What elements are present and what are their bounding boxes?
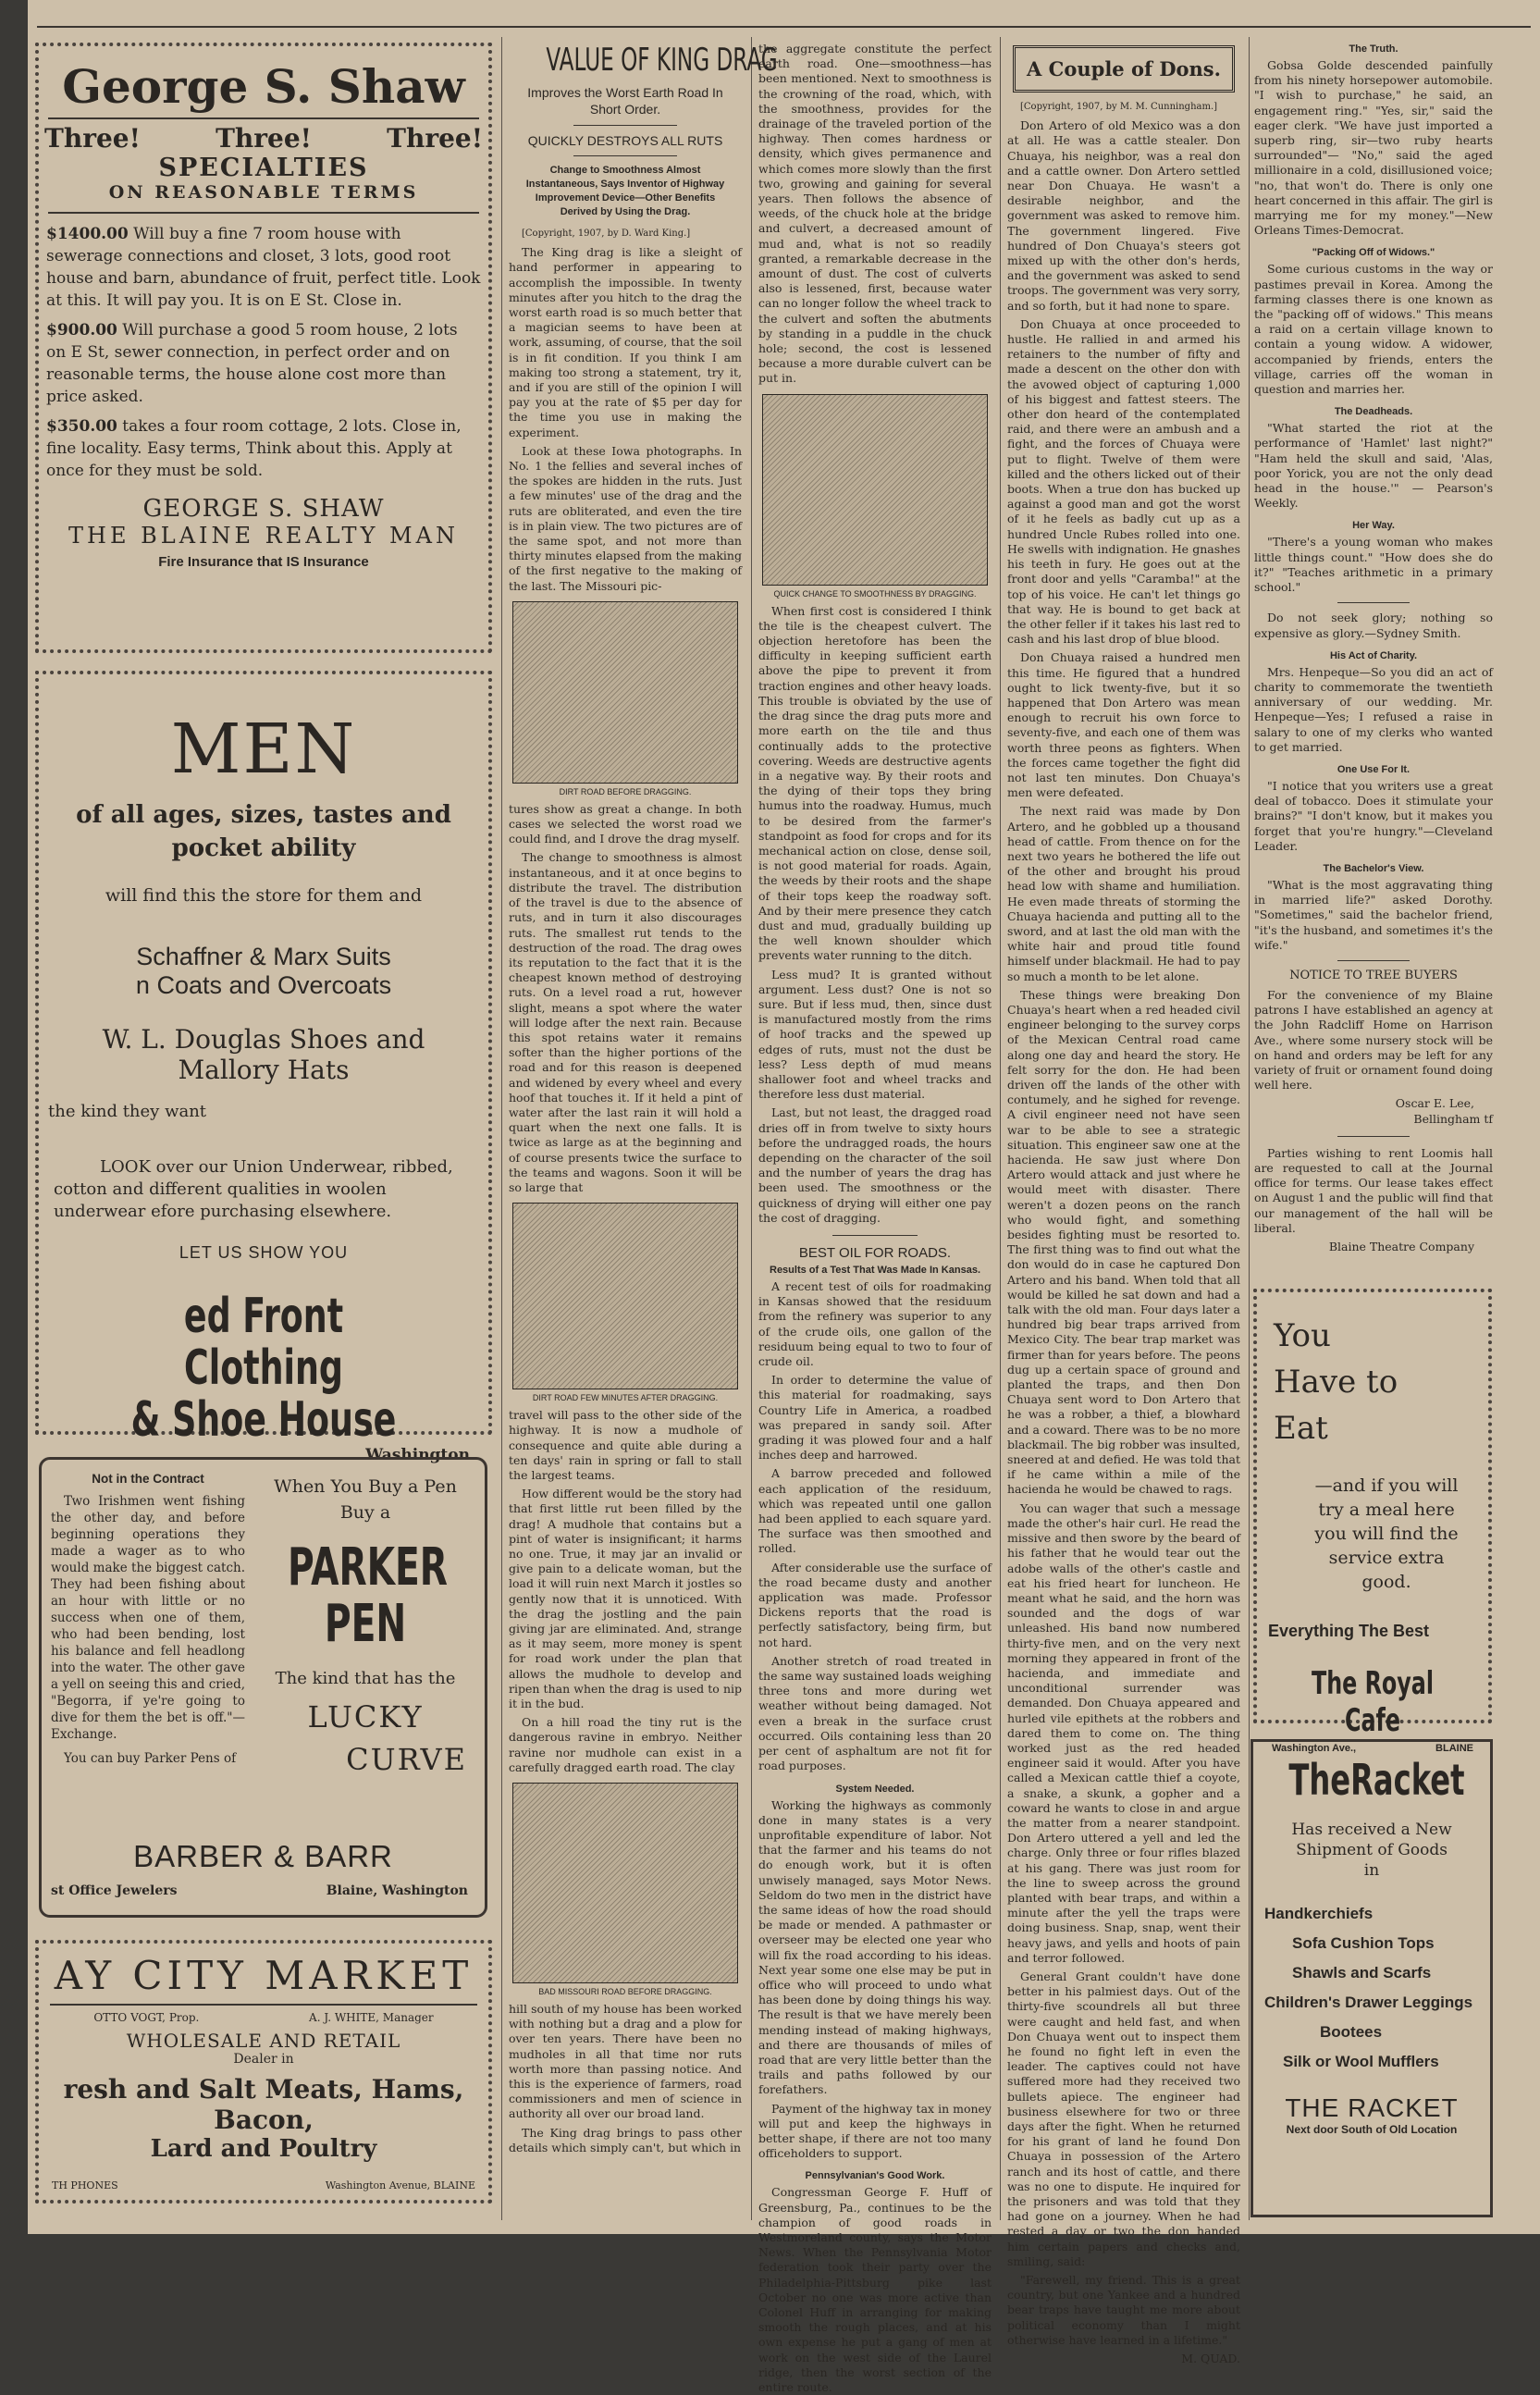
paragraph: Don Artero of old Mexico was a don at all. He was a cattle stealer. Don Chuaya, his neighbor, was a real don and a cattle owner. Don Artero settled near Don Chuaya. He wasn't a desirable neighbor, and the government was asked to remove him. The government lingered. Five hundred of Don Chuaya's steers got mixed up with the other don's herds, and the government was asked to send troops. The government was very sorry, and so forth, but it had none to spare. bbox=[1007, 118, 1240, 313]
men-show: LET US SHOW YOU bbox=[179, 1243, 349, 1262]
cafe-town: BLAINE bbox=[1435, 1743, 1473, 1754]
men-ad bbox=[35, 671, 492, 1464]
photo-caption: QUICK CHANGE TO SMOOTHNESS BY DRAGGING. bbox=[773, 588, 977, 599]
short-items bbox=[1254, 42, 1493, 1281]
paragraph: You can wager that such a message made the other's hair curl. He read the missive and then swore by the beard of his father that he would tear out the adobe walls of the other's castle and eat his fried heart for luncheon. He meant what he said, and the horn was sounded and the dogs of war unleashed. His band now numbered thirty-five men, and on the very next morning they appeared in front of the hacienda, and immediate and unconditional surrender was demanded. Don Chuaya appeared and hurled vile epithets at the robbers and dared them to come on. The thing worked just as the red headed engineer said it would. After you have called a Mexican cattle thief a coyote, a snake, a skunk, a gopher and a coward he wants to close in and argue the matter from a nearer standpoint. Don Artero uttered a yell and led the charge. Only three or four rifles blazed at his gang. There was just room for the line to sweep across the ground planted with bear traps, and within a minute after the yell the traps were doing business. Snap, snap, went their heavy jaws, and yells and hoots of pain and terror followed. bbox=[1007, 1500, 1240, 1965]
listing-text: takes a four room cottage, 2 lots. Close in, fine locality. Easy terms, Think about this. Apply at once for they must be sold. bbox=[46, 417, 462, 480]
men-want: the kind they want bbox=[48, 1102, 207, 1121]
racket-item: Sofa Cushion Tops bbox=[1292, 1934, 1435, 1952]
paragraph: A barrow preceded and followed each application of the residuum, which was repeated until one gallon had been applied to each square yard. The surface was then smoothed and rolled. bbox=[758, 1466, 992, 1556]
paragraph: Look at these Iowa photographs. In No. 1 the fellies and several inches of the spokes are hidden in the ruts. Just a few minutes' use of the drag and the ruts are obliterated, and even the tire is in plain view. The two pictures are of the same spot, and not more than thirty minutes elapsed from the making of the first negative to the making of the last. The Missouri pic- bbox=[509, 443, 742, 593]
men-store1: ed Front Clothing bbox=[183, 1289, 344, 1396]
listing bbox=[46, 415, 481, 482]
paragraph: The King drag is like a sleight of hand performer in appearing to accomplish the impossible. In twenty minutes after you hitch to the drag the worst earth road is so much better that a magician seems to have been at work, assuming, of course, that the soil is in fit condition. If you think I am making too strong a statement, try it, and if you are still of the opinion I will pay you at the rate of $5 per day for the time you use in making the experiment. bbox=[509, 245, 742, 439]
notice-title: NOTICE TO TREE BUYERS bbox=[1289, 968, 1458, 982]
parker-curve: CURVE bbox=[346, 1742, 467, 1777]
three-3: Three! bbox=[387, 123, 483, 154]
racket-item: Shawls and Scarfs bbox=[1292, 1964, 1432, 1981]
market-title: AY CITY MARKET bbox=[54, 1953, 474, 1998]
paragraph: tures show as great a change. In both cases we selected the worst road we could find, and I drove the drag myself. bbox=[509, 801, 742, 846]
parker-brand1: PARKER bbox=[288, 1537, 448, 1598]
paragraph: "What started the riot at the performance of 'Hamlet' last night?" "Ham held the skull and said, 'Alas, poor Yorick, you are not the only dead head in the house.'" — Pearson's Weekly. bbox=[1254, 421, 1493, 511]
paragraph: "Farewell, my friend. This is a great country, but one Yankee and a hundred bear traps have taught me more about political economy than I might otherwise have learned in a lifetime." bbox=[1007, 2273, 1240, 2347]
men-title: MEN bbox=[170, 710, 357, 789]
dons-story bbox=[1007, 42, 1240, 2366]
road-photo-2 bbox=[512, 1203, 738, 1389]
men-store2: & Shoe House bbox=[130, 1392, 397, 1448]
paragraph: The next raid was made by Don Artero, and he gobbled up a thousand head of cattle. From thence on for the next two years he bothered the life out of the other and brought his proud head low with shame and humiliation. He even made threats of storming the Chuaya hacienda and putting all to the sword, and at last the old man with the white hair and proud title found himself under blackmail. He had to pay so much a month to be let alone. bbox=[1007, 804, 1240, 983]
listing-price: $350.00 bbox=[46, 417, 117, 436]
men-sub: of all ages, sizes, tastes and pocket ability bbox=[76, 801, 451, 862]
parker-block bbox=[254, 1476, 476, 1777]
royal-cafe-ad bbox=[1253, 1289, 1492, 1754]
kingdrag-sub2: QUICKLY DESTROYS ALL RUTS bbox=[527, 133, 723, 148]
listing-price: $900.00 bbox=[46, 321, 117, 339]
cafe-text: —and if you will try a meal here you will find the service extra good. bbox=[1314, 1475, 1459, 1592]
notice-sign1: Oscar E. Lee, bbox=[1395, 1096, 1474, 1111]
dons-sign: M. QUAD. bbox=[1181, 2352, 1240, 2366]
paragraph: Don Chuaya raised a hundred men this time. He figured that a hundred ought to lick twenty-five, but it so happened that Don Artero was mean enough to recruit his own force to seventy-five, and each one of them was worth three peons as fighters. When the forces came together the fight did not last ten minutes. Don Chuaya's men were defeated. bbox=[1007, 650, 1240, 800]
racket-intro: Has received a New Shipment of Goods in bbox=[1291, 1821, 1452, 1880]
parker-seller: BARBER & BARR bbox=[133, 1839, 393, 1873]
parker-ad bbox=[39, 1457, 487, 1918]
men-town: Washington bbox=[365, 1446, 470, 1464]
kingdrag-article bbox=[509, 42, 778, 2225]
parker-seller-sub: st Office Jewelers bbox=[51, 1883, 178, 1898]
cafe-addr: Washington Ave., bbox=[1272, 1743, 1357, 1754]
shaw-company: THE BLAINE REALTY MAN bbox=[68, 523, 459, 549]
paragraph: Another stretch of road treated in the same way sustained loads weighing three tons and more during wet weather without being damaged. Not even a break in the surface crust occurred. Oils containing less than 20 per cent of asphaltum are not fit for road purposes. bbox=[758, 1653, 992, 1773]
parker-lucky: LUCKY bbox=[307, 1699, 424, 1735]
men-line1: Schaffner & Marx Suits bbox=[136, 943, 391, 970]
parker-when: When You Buy a Pen bbox=[274, 1476, 457, 1497]
market-dealer: Dealer in bbox=[233, 2052, 294, 2067]
dons-title: A Couple of Dons. bbox=[1013, 45, 1235, 93]
listing-price: $1400.00 bbox=[46, 225, 129, 243]
paragraph: Mrs. Henpeque—So you did an act of charity to commemorate the twentieth anniversary of our wedding. Mr. Henpeque—Yes; I refused a raise in salary to one of my clerks who wanted to get married. bbox=[1254, 664, 1493, 754]
top-rule bbox=[37, 26, 1531, 28]
paragraph: When first cost is considered I think the tile is the cheapest culvert. The objection heretofore has been the difficulty in keeping sufficient earth above the pipe to prevent it from traction engines and other heavy loads. This trouble is obviated by the use of the drag since the drag puts more and more earth on the tile and thus continually adds to the protective covering. Weeds are destructive agents in a negative way. By their roots and the dying of their tops they bring humus into the roadway. Humus, much to be desired from the farmer's standpoint as food for crops and for its mechanical action on close, dense soil, is not good material for roads. Again, the weeds by their roots and the shape of their tops keep the roadway soft. And by their mere presence they catch dust and mud, gradually building up the well known shoulder which prevents water running to the ditch. bbox=[758, 603, 992, 963]
kingdrag-continued bbox=[758, 42, 992, 2395]
kingdrag-deck: Change to Smoothness Almost Instantaneous, Says Inventor of Highway Improvement Device—Other Benefits Derived by Using the Drag. bbox=[525, 165, 725, 217]
parker-brand2: PEN bbox=[324, 1594, 407, 1654]
item-title: One Use For It. bbox=[1337, 763, 1411, 775]
item-title: The Bachelor's View. bbox=[1323, 862, 1424, 874]
kingdrag-byline: [Copyright, 1907, by D. Ward King.] bbox=[522, 228, 691, 239]
item-title: Her Way. bbox=[1352, 520, 1395, 532]
men-line3: W. L. Douglas Shoes and bbox=[102, 1024, 425, 1055]
parker-kind: The kind that has the bbox=[275, 1669, 456, 1688]
photo-caption: DIRT ROAD BEFORE DRAGGING. bbox=[559, 786, 692, 796]
racket-footer: THE RACKET bbox=[1285, 2093, 1459, 2122]
paragraph: After considerable use the surface of the road became dusty and another application was made. Professor Dickens reports that the road is perfectly satisfactory, being firm, but not hard. bbox=[758, 1560, 992, 1649]
men-find: will find this the store for them and bbox=[105, 885, 423, 906]
racket-item: Handkerchiefs bbox=[1264, 1905, 1374, 1922]
paragraph: Parties wishing to rent Loomis hall are requested to call at the Journal office for terms. Our lease takes effect on August 1 and the public will find that our management of the hall will be liberal. bbox=[1254, 1145, 1493, 1235]
market-ad bbox=[35, 1940, 492, 2204]
listing bbox=[46, 223, 481, 312]
paragraph: the aggregate constitute the perfect earth road. One—smoothness—has been mentioned. Next to smoothness is the crowning of the road, which, with the smoothness, provides for the drainage of the traveled portion of the highway. Then comes hardness or density, which gives permanence and which comes more slowly than the first two, growing and gaining for several years. Then follows the absence of weeds, of the chuck hole at the bridge and culvert, a decreased amount of mud and, what is not so readily granted, a remarkable decrease in the amount of dust. The cost of culverts also is lessened, first, because water can no longer follow the wheel track to the culvert and soften the abutments by standing in a puddle in the chuck hole; second, the cost is lessened because a more durable culvert can be put in. bbox=[758, 42, 992, 386]
listing-text: Will buy a fine 7 room house with sewerage connections and closet, 3 lots, good root house and barn, abundance of fruit, perfect title. Look at this. It will pay you. It is on E St. Close in. bbox=[46, 225, 481, 310]
road-photo-1 bbox=[512, 601, 738, 784]
contract-title: Not in the Contract bbox=[92, 1472, 204, 1486]
notice-sign2: Bellingham tf bbox=[1413, 1111, 1493, 1126]
column-rule bbox=[501, 37, 502, 2220]
paragraph: Payment of the highway tax in money will put and keep the highways in better shape, if there are not too many officeholders to support. bbox=[758, 2101, 992, 2161]
paragraph: On a hill road the tiny rut is the dangerous ravine in embryo. Neither ravine nor mudhole can exist in a carefully dragged earth road. The clay bbox=[509, 1715, 742, 1774]
market-staff bbox=[39, 2011, 488, 2024]
shaw-insurance: Fire Insurance that IS Insurance bbox=[158, 554, 369, 570]
terms: ON REASONABLE TERMS bbox=[108, 182, 419, 203]
three-line bbox=[39, 123, 488, 154]
paragraph: These things were breaking Don Chuaya's heart when a red headed civil engineer belonging to the survey corps of the Mexican Central road came along one day and heard the story. He felt sorry for the don. He had been driven off the lands of the other with contumely, and he sighed for revenge. A civil engineer need not have seen war to be able to see a strategic situation. This engineer saw one at the hacienda. He saw just where Don Artero would attack and just where he would meet with disaster. There weren't a dozen peons on the ranch who would fight, and something besides fighting must be resorted to. The first thing was to find out what the don would do in case he captured Don Artero and his band. When told that all would be killed he sat down and had a talk with the old man. Four days later a hundred big bear traps arrived from Mexico City. The bear trap market was firmer than for years before. The peons dug up a certain space of ground and planted the traps, and then Don Chuaya sent word to Don Artero that he was a robber, a thief, a blowhard and a coward. There was to be no more blackmail. The big robber was insulted, sneered at and defied. He was told that if he came within a mile of the hacienda he would be chawed to rags. bbox=[1007, 987, 1240, 1497]
loomis-sign: Blaine Theatre Company bbox=[1328, 1240, 1474, 1253]
market-manager: A. J. WHITE, Manager bbox=[309, 2011, 434, 2024]
listings bbox=[39, 223, 488, 482]
shaw-ad bbox=[35, 43, 492, 653]
cafe-l3: Eat bbox=[1274, 1410, 1328, 1447]
paragraph: General Grant couldn't have done better in his palmiest days. Out of the thirty-five scoundrels all but three were caught and held fast, and when Don Chuaya went out to inspect them he found no fight left in even the leader. The captives could not have suffered more had they received two bullets apiece. The engineer had business elsewhere for two or three days after the fight. When he returned for his grant of land he found Don Chuaya in possession of the Artero ranch and its host of cattle, and there was no one to dispute. He inquired for the prisoners and was told that they had gone on a journey. When he had rested a day or two the don handed him certain papers and checks and, smiling, said: bbox=[1007, 1969, 1240, 2268]
shaw-name: GEORGE S. SHAW bbox=[142, 495, 385, 523]
parker-buy-line: You can buy Parker Pens of bbox=[64, 1751, 237, 1766]
three-2: Three! bbox=[216, 123, 312, 154]
shaw-title: George S. Shaw bbox=[62, 59, 465, 114]
cafe-l2: Have to bbox=[1274, 1364, 1398, 1401]
specialties: SPECIALTIES bbox=[158, 154, 369, 182]
paragraph: "What is the most aggravating thing in married life?" asked Dorothy. "Sometimes," said the bachelor friend, "it's the husband, and sometimes it's the wife." bbox=[1254, 877, 1493, 952]
racket-ad bbox=[1250, 1739, 1493, 2217]
column-rule bbox=[751, 37, 752, 2220]
oil-sub: Results of a Test That Was Made In Kansas. bbox=[770, 1265, 980, 1276]
paragraph: Less mud? It is granted without argument. Less dust? One is not so sure. But if less mud, then, since dust is manufactured mostly from the rims of hoof tracks and the spewed up edges of ruts, must not the dust be less? Less depth of mud means shallower foot and wheel tracks and therefore less dust material. bbox=[758, 967, 992, 1102]
racket-item: Silk or Wool Mufflers bbox=[1283, 2053, 1439, 2070]
paragraph: Some curious customs in the way or pastimes prevail in Korea. Among the farming classes there is one known as the "packing off of widows." This means a raid on a certain village known to contain a young widow. A widower, accompanied by friends, enters the village, carries off the woman in question and marries her. bbox=[1254, 262, 1493, 397]
racket-items bbox=[1264, 1899, 1490, 2077]
kingdrag-title: VALUE OF KING DRAG bbox=[546, 42, 778, 79]
paragraph: Congressman George F. Huff of Greensburg, Pa., continues to be the champion of good roads in Westmoreland county, says the Motor News. When the Pennsylvania Motor federation took their party over the Philadelphia-Pittsburg pike last October no one was more active than Colonel Huff in arranging for making smooth the rough places, and at his own expense he put a gang of men at work on the west side of the Laurel ridge, then the worst section of the entire route. bbox=[758, 2185, 992, 2395]
paragraph: The King drag brings to pass other details which simply can't, but which in bbox=[509, 2125, 742, 2154]
men-line2: n Coats and Overcoats bbox=[135, 971, 392, 999]
paragraph: Gobsa Golde descended painfully from his ninety horsepower automobile. "I wish to purchase," he said, an engagement ring." "Yes, sir," said the eager clerk. "We have just imported a superb ring, sir—two ruby hearts surrounded"— "No," said the aged millionaire in a cold, disillusioned voice; "no, that won't do. There is only one heart concerned in this affair. The girl is marrying me for my money."—New Orleans Times-Democrat. bbox=[1254, 58, 1493, 238]
kingdrag-sub: Improves the Worst Earth Road In Short Order. bbox=[527, 85, 723, 117]
paragraph: Working the highways as commonly done in many states is a very unprofitable expenditure of labor. Not that the farmer and his teams do not do enough work, but it is often unwisely managed, says Motor News. Seldom do two men in the district have the same ideas of how the road should be made or mended. A pathmaster or overseer may be elected one year who will fix the road according to his ideas. Next year some one else may be put in office who will proceed to undo what has been done by doing things his way. The result is that we have merely been mending instead of making highways, and there are thousands of miles of road that are very little better than the trails and paths followed by our forefathers. bbox=[758, 1797, 992, 2097]
paragraph: How different would be the story had that first little rut been filled by the drag! A mudhole that contains but a pint of water is insignificant; it harms no one. True, it may jar an invalid or give pain to a delicate woman, but the load it will ruin next March it jostles so gently now that it is unnoticed. With the drag the jostling and the pain giving jar are eliminated. And, strange as it may seem, more money is spent for road work under the plan that allows the mudhole to develop and ripen than when the drag is used to nip it in the bud. bbox=[509, 1487, 742, 1711]
men-line4: Mallory Hats bbox=[178, 1055, 350, 1085]
paragraph: travel will pass to the other side of the highway. It is now a mudhole of consequence and quite able during a ten days' rain in spring or fall to stall the largest teams. bbox=[509, 1408, 742, 1482]
paragraph: Do not seek glory; nothing so expensive as glory.—Sydney Smith. bbox=[1254, 611, 1493, 640]
item-title: The Deadheads. bbox=[1334, 406, 1413, 418]
market-phones: TH PHONES bbox=[52, 2179, 118, 2191]
paragraph: For the convenience of my Blaine patrons I have established an agency at the John Radcliff Home on Harrison Ave., where some nursery stock will be on hand and orders may be left for any variety of fruit or ornament found doing well here. bbox=[1254, 987, 1493, 1093]
market-wholesale: WHOLESALE AND RETAIL bbox=[126, 2030, 401, 2052]
system-title: System Needed. bbox=[835, 1783, 915, 1795]
item-title: "Packing Off of Widows." bbox=[1312, 247, 1435, 259]
paragraph: Don Chuaya at once proceeded to hustle. He rallied in and armed his retainers to the number of fifty and made a descent on the other don with the avowed object of capturing 1,000 of his biggest and fattest steers. The other don heard of the contemplated raid, and there were an ambush and a fight, and the forces of Chuaya were put to flight. Twelve of them were killed and the others licked out of their boots. When a true don has bucked up against a good man and got the worst of it he feels as badly cut up as a hundred Uncle Rubes rolled into one. He swells with indignation. He gnashes his teeth in fury. He goes out at the front door and yells "Caramba!" at the top of his voice. He can't let things go that way. He is bound to get back at the other feller if it takes his last red to cash and his last drop of blue blood. bbox=[1007, 316, 1240, 647]
cafe-l1: You bbox=[1274, 1317, 1331, 1354]
column-rule bbox=[1249, 37, 1250, 2220]
three-1: Three! bbox=[44, 123, 141, 154]
photo-caption: DIRT ROAD FEW MINUTES AFTER DRAGGING. bbox=[532, 1393, 719, 1403]
photo-caption: BAD MISSOURI ROAD BEFORE DRAGGING. bbox=[538, 1987, 712, 1997]
road-photo-3 bbox=[512, 1783, 738, 1983]
racket-item: Children's Drawer Leggings bbox=[1264, 1994, 1473, 2011]
penn-title: Pennsylvanian's Good Work. bbox=[805, 2170, 945, 2182]
listing-text: Will purchase a good 5 room house, 2 lots on E St, sewer connection, in perfect order and on reasonable terms, the house alone cost more than price asked. bbox=[46, 321, 458, 406]
parker-buy-a: Buy a bbox=[339, 1502, 391, 1523]
cafe-name: The Royal Cafe bbox=[1311, 1665, 1435, 1739]
contract-text: Two Irishmen went fishing the other day, and before beginning operations they made a wager as to who would make the biggest catch. They had been fishing about an hour with little or no success when one of them, who had been bending, lost his balance and fell headlong into the water. The other gave a yell on seeing this and cried, "Begorra, if ye're going to dive for them the bet is off."—Exchange. bbox=[51, 1494, 245, 1742]
parker-seller-town: Blaine, Washington bbox=[326, 1883, 468, 1898]
racket-loc: Next door South of Old Location bbox=[1286, 2123, 1458, 2136]
contract-story bbox=[51, 1471, 245, 1767]
men-look: LOOK over our Union Underwear, ribbed, cotton and different qualities in woolen underwear efore purchasing elsewhere. bbox=[54, 1157, 453, 1221]
oil-title: BEST OIL FOR ROADS. bbox=[798, 1245, 952, 1261]
listing bbox=[46, 319, 481, 408]
paragraph: In order to determine the value of this material for roadmaking, says Country Life in America, a roadbed was prepared in sandy soil. After grading it was plowed four and a half inches deep and harrowed. bbox=[758, 1373, 992, 1463]
market-footer bbox=[52, 2179, 475, 2191]
dons-byline: [Copyright, 1907, by M. M. Cunningham.] bbox=[1020, 102, 1218, 112]
paragraph: A recent test of oils for roadmaking in Kansas showed that the residuum from the refinery was superior to any of the crude oils, one gallon of the residuum being equal to two to four of crude oil. bbox=[758, 1279, 992, 1369]
racket-item: Bootees bbox=[1320, 2023, 1383, 2041]
paragraph: hill south of my house has been worked with nothing but a drag and a plow for over ten years. There have been no mudholes in all that time nor ruts worth more than passing notice. And this is the experience of farmers, road commissioners and men of science in authority all over our broad land. bbox=[509, 2002, 742, 2121]
paragraph: "There's a young woman who makes little things count." "How does she do it?" "Teaches arithmetic in a primary school." bbox=[1254, 535, 1493, 595]
paragraph: The change to smoothness is almost instantaneous, and it at once begins to distribute the travel. The distribution of the travel is due to the absence of ruts, and in turn it also discourages ruts. The smallest rut tends to the destruction of the road. The drag owes its reputation to the fact that it is the cheapest known method of destroying ruts. On a level road a rut, however slight, means a spot where the water will lodge after the next rain. Because this spot retains water it remains softer than the higher portions of the road and for this reason is deepened and widened by every wheel and every hoof that touches it. If it held a pint of water after the last rain it will hold a quart when the next one falls. It is twice as large as at the beginning and of course presents twice the surface to the teams and wagons. Soon it will be so large that bbox=[509, 850, 742, 1194]
item-title: The Truth. bbox=[1349, 43, 1398, 55]
column-rule bbox=[1000, 37, 1001, 2220]
market-address: Washington Avenue, BLAINE bbox=[325, 2179, 475, 2191]
paragraph: "I notice that you writers use a great deal of tobacco. Does it stimulate your brains?" "I don't know, but it makes you forget that you're hungry."—Cleveland Leader. bbox=[1254, 778, 1493, 853]
cafe-best: Everything The Best bbox=[1268, 1622, 1430, 1640]
racket-title: TheRacket bbox=[1288, 1755, 1465, 1805]
paragraph: Last, but not least, the dragged road dries off in from twelve to sixty hours before the undragged roads, the hours depending on the character of the soil and the number of years the drag has been used. The smoothness or the quickness of drying will either one pay the cost of dragging. bbox=[758, 1105, 992, 1225]
item-title: His Act of Charity. bbox=[1329, 649, 1418, 661]
market-line2: Lard and Poultry bbox=[150, 2135, 377, 2163]
market-prop: OTTO VOGT, Prop. bbox=[93, 2011, 200, 2024]
market-line1: resh and Salt Meats, Hams, Bacon, bbox=[63, 2074, 464, 2135]
road-photo-4 bbox=[762, 394, 988, 586]
